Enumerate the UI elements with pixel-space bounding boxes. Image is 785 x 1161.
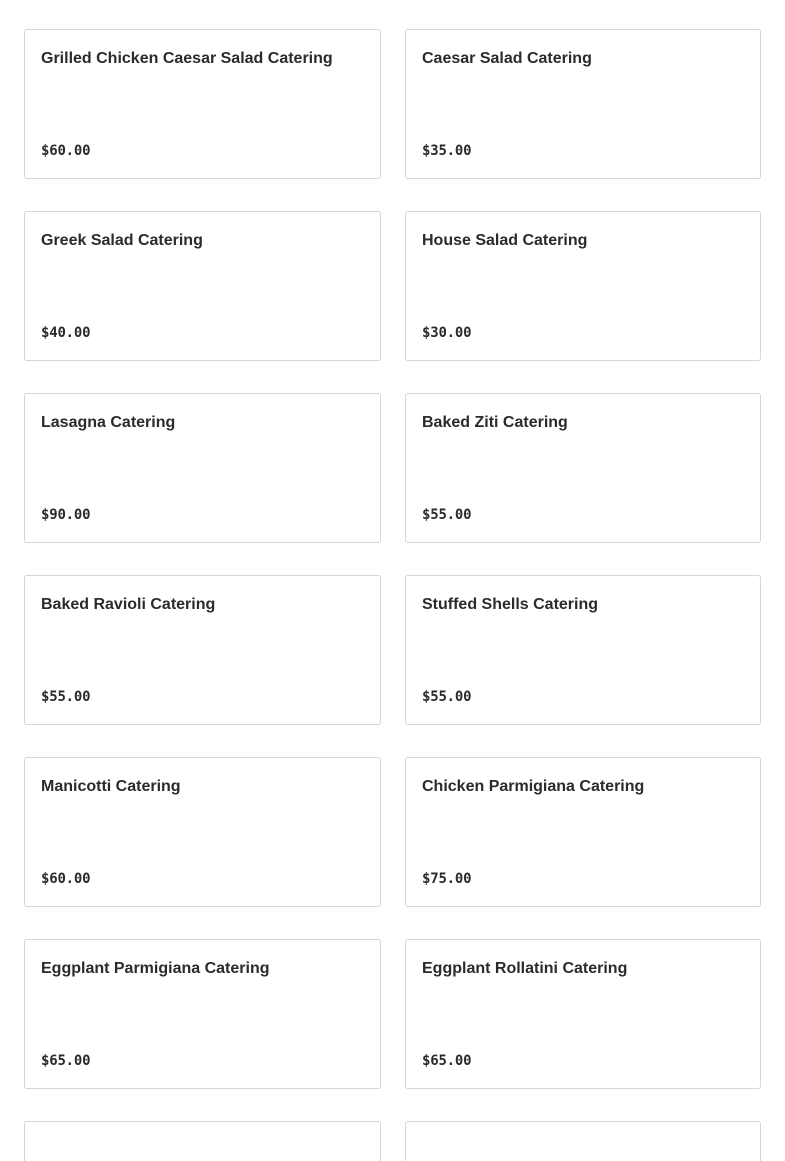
menu-item-name: Baked Ravioli Catering [41,596,216,613]
menu-item-card-partial[interactable] [24,1121,381,1161]
menu-item-price: $75.00 [422,871,472,887]
menu-item-card[interactable] [24,393,381,543]
menu-item-name: Grilled Chicken Caesar Salad Catering [41,50,333,67]
menu-item-card-partial[interactable] [405,1121,761,1161]
menu-item-price: $55.00 [41,689,91,705]
menu-item-card[interactable] [405,939,761,1089]
menu-item-card[interactable] [24,757,381,907]
menu-item-price: $90.00 [41,507,91,523]
menu-item-price: $60.00 [41,143,91,159]
menu-item-price: $35.00 [422,143,472,159]
menu-item-card[interactable] [24,29,381,179]
menu-item-name: Stuffed Shells Catering [422,596,599,613]
menu-item-card[interactable] [24,939,381,1089]
menu-item-name: Chicken Parmigiana Catering [422,778,645,795]
menu-item-card[interactable] [405,211,761,361]
menu-item-name: House Salad Catering [422,232,588,249]
menu-item-card[interactable] [24,211,381,361]
menu-item-price: $40.00 [41,325,91,341]
menu-item-price: $30.00 [422,325,472,341]
menu-item-price: $55.00 [422,689,472,705]
menu-item-price: $55.00 [422,507,472,523]
menu-item-card[interactable] [405,29,761,179]
menu-item-name: Baked Ziti Catering [422,414,568,431]
menu-items-grid [24,29,761,1161]
menu-item-name: Caesar Salad Catering [422,50,592,67]
menu-item-name: Lasagna Catering [41,414,176,431]
menu-item-card[interactable] [405,393,761,543]
menu-item-card[interactable] [24,575,381,725]
menu-item-price: $65.00 [41,1053,91,1069]
menu-item-card[interactable] [405,575,761,725]
menu-item-name: Eggplant Rollatini Catering [422,960,628,977]
menu-item-price: $60.00 [41,871,91,887]
menu-item-name: Eggplant Parmigiana Catering [41,960,270,977]
menu-item-price: $65.00 [422,1053,472,1069]
menu-item-name: Manicotti Catering [41,778,181,795]
menu-item-card[interactable] [405,757,761,907]
menu-item-name: Greek Salad Catering [41,232,203,249]
